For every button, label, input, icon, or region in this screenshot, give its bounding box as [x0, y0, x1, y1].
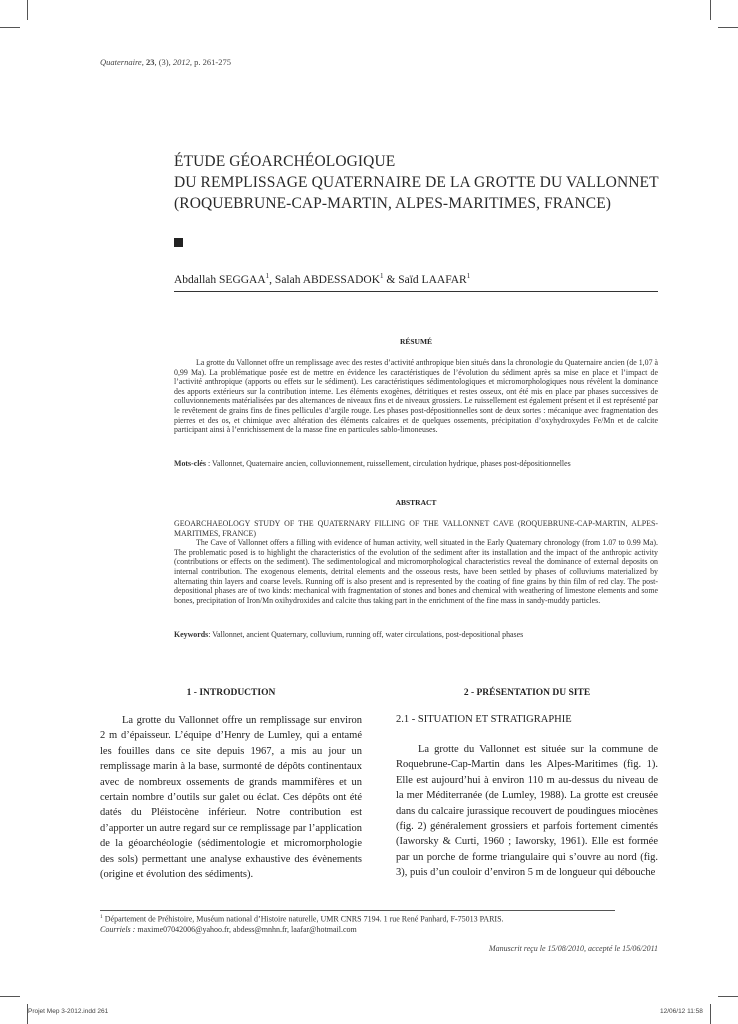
crop-mark	[710, 0, 711, 20]
author-name: Abdallah SEGGAA	[174, 273, 266, 286]
abstract-text: GEOARCHAEOLOGY STUDY OF THE QUATERNARY FILLING OF THE VALLONNET CAVE (ROQUEBRUNE-CAP-MARTIN, ALPES-MARITIMES, FRANCE) The Cave of Vallonnet offers a filling with evidence of human activity, well situated in the Early Quaternary chronology (from 1.07 to 0.99 Ma). The problematic posed is to highlight the characteristics of the evolution of the sediment after its installation and the impact of the anthropic activity (contributions or effects on the sediment). The sedimentological and micromorphological characteristics reveal the dominance of external deposits on internal contribution. The exogenous elements, detrital elements and the osseous rests, have been settled by phases of colluviums materialized by alternating thin layers and coarse levels. Running off is also present and is represented by the coating of fine grains by thin film of red clay. The post-depositional phases are of two kinds: mechanical with fragmentation of stones and bones and chemical with weathering of limestone elements and some bones, precipitation of Iron/Mn oxihydroxides and calcite thus taking part in the enrichment of the fine mass in sandy-muddy particles.	[174, 519, 658, 605]
footnote-rule	[100, 910, 615, 911]
author-name: Saïd LAAFAR	[398, 273, 467, 286]
author-list: Abdallah SEGGAA$^1$, Salah ABDESSADOK$^1$ & Saïd LAAFAR$^1$	[174, 272, 471, 286]
crop-mark	[27, 0, 28, 20]
abstract-title: GEOARCHAEOLOGY STUDY OF THE QUATERNARY FILLING OF THE VALLONNET CAVE (ROQUEBRUNE-CAP-MARTIN, ALPES-MARITIMES, FRANCE)	[174, 519, 658, 538]
journal-reference: Quaternaire, 23, (3), 2012, p. 261-275	[100, 57, 231, 67]
abstract-heading: ABSTRACT	[395, 498, 437, 507]
journal-year: 2012	[172, 57, 190, 67]
title-line: (ROQUEBRUNE-CAP-MARTIN, ALPES-MARITIMES, FRANCE)	[174, 195, 612, 212]
author-affiliation: 1	[466, 272, 471, 280]
keywords-label: Keywords	[174, 630, 209, 639]
print-slug-file: Projet Mep 3-2012.indd 261	[28, 1008, 109, 1015]
manuscript-dates: Manuscrit reçu le 15/08/2010, accepté le 15/06/2011	[488, 944, 658, 953]
crop-mark	[0, 27, 20, 28]
author-rule	[174, 291, 658, 292]
author-name: Salah ABDESSADOK	[274, 273, 381, 286]
subsection-heading: 2.1 - SITUATION ET STRATIGRAPHIE	[396, 714, 572, 725]
crop-mark	[718, 27, 738, 28]
footnote-affiliation: $^1$ Département de Préhistoire, Muséum national d’Histoire naturelle, UMR CNRS 7194. 1 rue René Panhard, F-75013 PARIS.	[100, 914, 504, 924]
keywords-label: Mots-clés	[174, 459, 206, 468]
title-line: ÉTUDE GÉOARCHÉOLOGIQUE	[174, 153, 396, 170]
section-heading-introduction: 1 - INTRODUCTION	[186, 688, 276, 698]
author-affiliation: 1	[265, 272, 270, 280]
journal-pages: p. 261-275	[194, 57, 231, 67]
print-slug-date: 12/06/12 11:58	[660, 1008, 703, 1015]
crop-mark	[710, 1004, 711, 1024]
square-bullet-icon	[174, 238, 183, 247]
section-heading-presentation: 2 - PRÉSENTATION DU SITE	[463, 688, 591, 698]
article-title	[174, 151, 659, 214]
title-line: DU REMPLISSAGE QUATERNAIRE DE LA GROTTE DU VALLONNET	[174, 174, 659, 191]
footnote-emails: Courriels : maxime07042006@yahoo.fr, abdess@mnhn.fr, laafar@hotmail.com	[100, 925, 357, 934]
crop-mark	[718, 996, 738, 997]
introduction-text: La grotte du Vallonnet offre un remplissage sur environ 2 m d’épaisseur. L’équipe d’Henry de Lumley, qui a entamé les fouilles dans ce site depuis 1967, a mis au jour un remplissage marin à la base, surmonté de dépôts continentaux avec de nombreux ossements de grands mammifères et un certain nombre d’outils sur galet ou éclat. Ces dépôts ont été datés du Pléistocène inférieur. Notre contribution est d’apporter un autre regard sur ce remplissage par l’application de la géoarchéologie (sédimentologie et micromorphologie des sols) permettant une analyse exhaustive des évènements (origine et évolution des sédiments).	[100, 715, 362, 881]
journal-volume: 23	[145, 57, 155, 67]
journal-name: Quaternaire	[100, 57, 142, 67]
resume-heading: RÉSUMÉ	[399, 337, 433, 346]
resume-text: La grotte du Vallonnet offre un remplissage avec des restes d’activité anthropique bien situés dans la chronologie du Quaternaire ancien (de 1,07 à 0,99 Ma). La problématique posée est de mettre en évidence les caractéristiques de l’évolution du sédiment après sa mise en place et l’impact de l’activité anthropique (apports ou effets sur le sédiment). Les caractéristiques sédimentologiques et micromorphologiques nous révèlent la dominance des apports extérieurs sur la contribution interne. Les éléments exogènes, détritiques et restes osseux, ont été mis en place par phases successives de colluvionnements matérialisées par des alternances de niveaux fins et de niveaux grossiers. Le ruissellement est également présent et il est représenté par le revêtement de grains fins de fines pellicules d’argile rouge. Les phases post-dépositionnelles sont de deux sortes : mécanique avec fragmentation des pierres et des os, et chimique avec altération des éléments calcaires et de quelques ossements, précipitation d’oxyhydroxydes Fe/Mn et de calcite participant ainsi à l’enrichissement de la masse fine en particules sablo-limoneuses.	[174, 358, 658, 435]
author-affiliation: 1	[380, 272, 384, 280]
presentation-text: La grotte du Vallonnet est située sur la commune de Roquebrune-Cap-Martin dans les Alpes-Maritimes (fig. 1). Elle est aujourd’hui à environ 110 m au-dessus du niveau de la mer Méditerranée (de Lumley, 1988). La grotte est creusée dans du calcaire jurassique recouvert de poudingues miocènes (fig. 2) généralement grossiers et parfois fortement cimentés (Iaworsky & Curti, 1960 ; Iaworsky, 1961). Elle est formée par un porche de forme triangulaire qui s’ouvre au nord (fig. 3), puis d’un couloir d’environ 5 m de longueur qui débouche	[396, 744, 658, 879]
crop-mark	[0, 996, 20, 997]
journal-issue: (3)	[158, 57, 169, 67]
abstract-keywords: Keywords: Vallonnet, ancient Quaternary, colluvium, running off, water circulations, post-depositional phases	[174, 630, 524, 639]
resume-keywords: Mots-clés : Vallonnet, Quaternaire ancien, colluvionnement, ruissellement, circulation hydrique, phases post-dépositionnelles	[174, 459, 571, 468]
